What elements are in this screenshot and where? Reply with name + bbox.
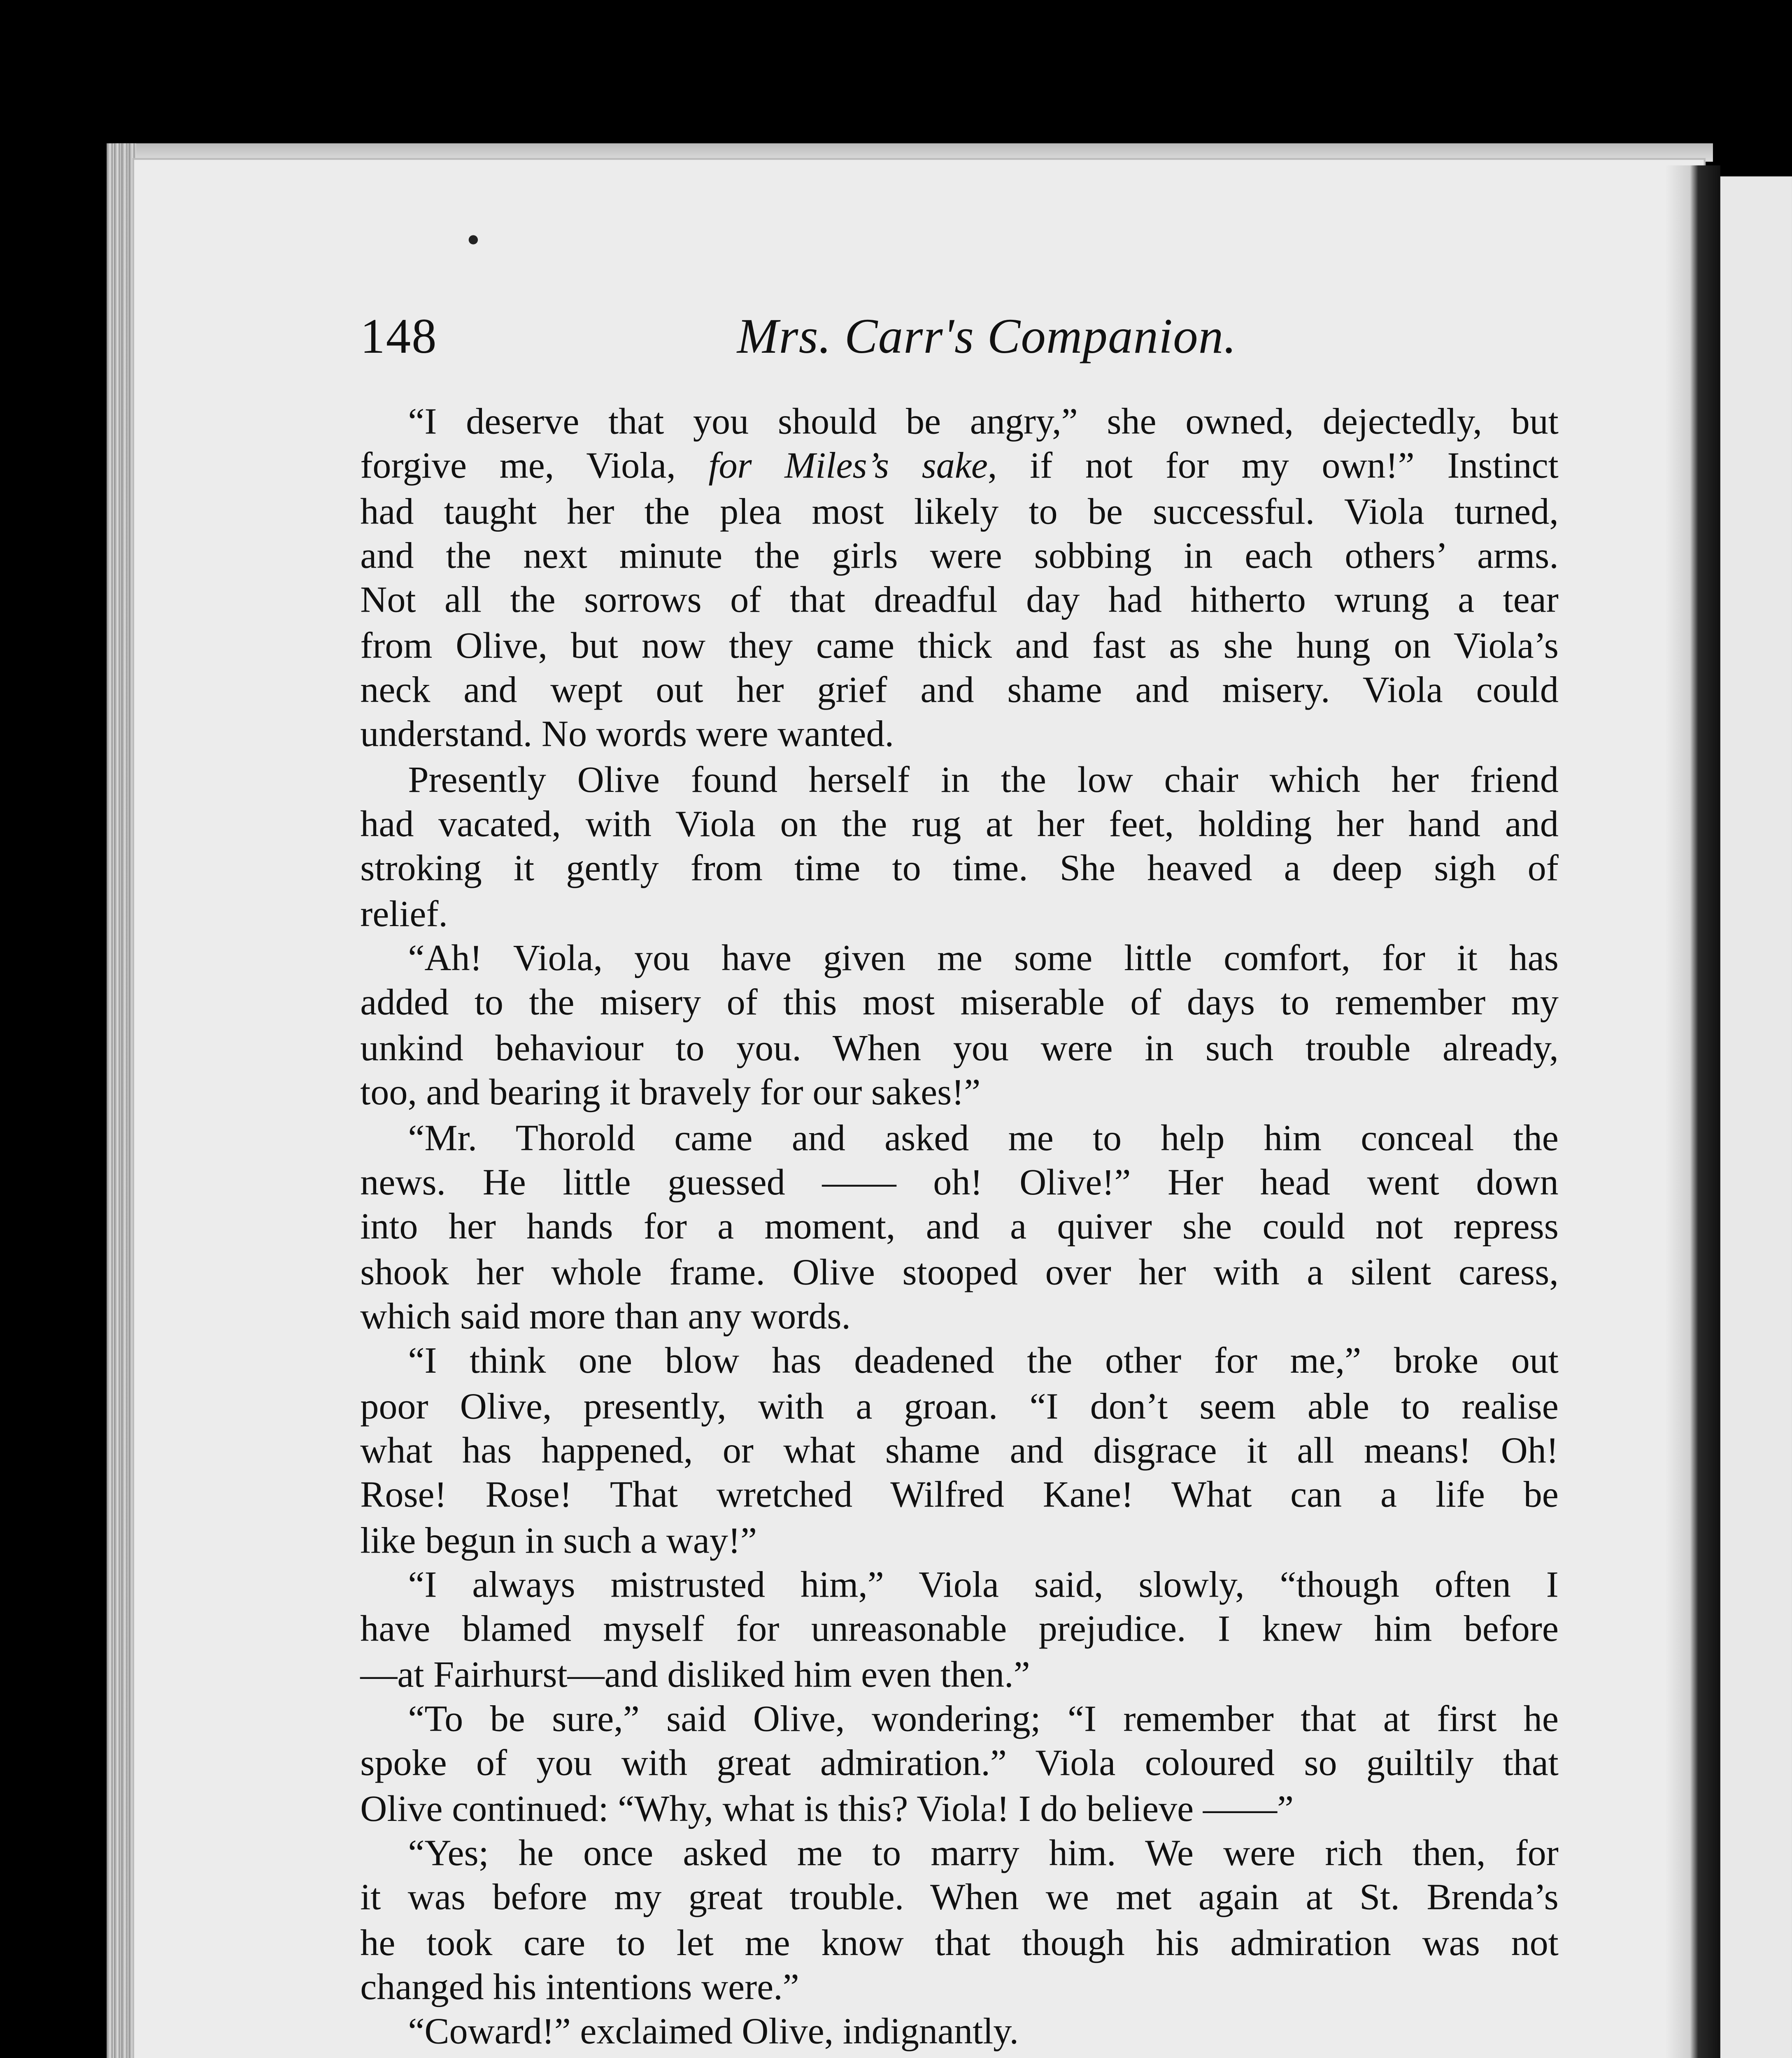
text-line: from Olive, but now they came thick and fast as she hung on Viola’s xyxy=(360,626,1559,667)
page-number: 148 xyxy=(360,309,438,364)
text-line: had vacated, with Viola on the rug at her feet, holding her hand and xyxy=(360,805,1559,845)
running-title: Mrs. Carr's Companion. xyxy=(737,309,1237,364)
text-line: and the next minute the girls were sobbing in each others’ arms. xyxy=(360,536,1559,577)
text-line: Presently Olive found herself in the low chair which her friend xyxy=(408,760,1559,801)
page-gutter-shadow xyxy=(1665,165,1720,2058)
text-line: stroking it gently from time to time. She heaved a deep sigh of xyxy=(360,850,1559,890)
text-line: had taught her the plea most likely to be successful. Viola turned, xyxy=(360,492,1559,533)
text-line: added to the misery of this most miserable of days to remember my xyxy=(360,984,1559,1024)
text-line: “To be sure,” said Olive, wondering; “I remember that at first he xyxy=(408,1699,1559,1740)
text-line: “I deserve that you should be angry,” she owned, dejectedly, but xyxy=(408,402,1559,443)
text-line: “I always mistrusted him,” Viola said, slowly, “though often I xyxy=(408,1565,1559,1606)
text-line: “Yes; he once asked me to marry him. We were rich then, for xyxy=(408,1834,1559,1874)
body-text xyxy=(360,400,1559,2058)
text-line: “I think one blow has deadened the other for me,” broke out xyxy=(408,1341,1559,1383)
text-line: have blamed myself for unreasonable prejudice. I knew him before xyxy=(360,1610,1559,1651)
text-line: poor Olive, presently, with a groan. “I don’t seem able to realise xyxy=(360,1386,1559,1427)
text-line: “Coward!” exclaimed Olive, indignantly. xyxy=(408,2013,1019,2053)
text-line: it was before my great trouble. When we met again at St. Brenda’s xyxy=(360,1879,1559,1919)
page-stack-left-edge xyxy=(107,143,136,2058)
text-line: forgive me, Viola, for Miles’s sake, if not for my own!” Instinct xyxy=(360,447,1559,488)
text-line: what has happened, or what shame and disgrace it all means! Oh! xyxy=(360,1431,1559,1472)
text-line: Not all the sorrows of that dreadful day had hitherto wrung a tear xyxy=(360,581,1559,622)
text-line: “Mr. Thorold came and asked me to help him conceal the xyxy=(408,1118,1559,1159)
text-line: spoke of you with great admiration.” Viola coloured so guiltily that xyxy=(360,1744,1559,1785)
text-line: understand. No words were wanted. xyxy=(360,715,894,756)
text-line: —at Fairhurst—and disliked him even then.” xyxy=(360,1655,1030,1695)
text-line: changed his intentions were.” xyxy=(360,1968,799,2009)
text-line: Olive continued: “Why, what is this? Viola! I do believe ——” xyxy=(360,1789,1294,1830)
text-line: too, and bearing it bravely for our sakes!” xyxy=(360,1073,981,1114)
text-line xyxy=(360,2056,1559,2058)
text-line: which said more than any words. xyxy=(360,1297,851,1338)
text-line: neck and wept out her grief and shame and misery. Viola could xyxy=(360,670,1559,711)
text-line: like begun in such a way!” xyxy=(360,1520,757,1561)
text-line: Rose! Rose! That wretched Wilfred Kane! What can a life be xyxy=(360,1476,1559,1517)
text-line: unkind behaviour to you. When you were in such trouble already, xyxy=(360,1029,1559,1069)
text-line: “Ah! Viola, you have given me some little comfort, for it has xyxy=(408,939,1559,980)
page-header xyxy=(360,309,1559,382)
italic-phrase: for Miles’s sake xyxy=(708,447,988,488)
text-line: into her hands for a moment, and a quiver she could not repress xyxy=(360,1207,1559,1248)
text-line: news. He little guessed —— oh! Olive!” Her head went down xyxy=(360,1163,1559,1204)
text-line: relief. xyxy=(360,894,448,935)
text-line: he took care to let me know that though his admiration was not xyxy=(360,1923,1559,1964)
text-line: shook her whole frame. Olive stooped over her with a silent caress, xyxy=(360,1252,1559,1293)
ink-speck xyxy=(469,235,478,244)
